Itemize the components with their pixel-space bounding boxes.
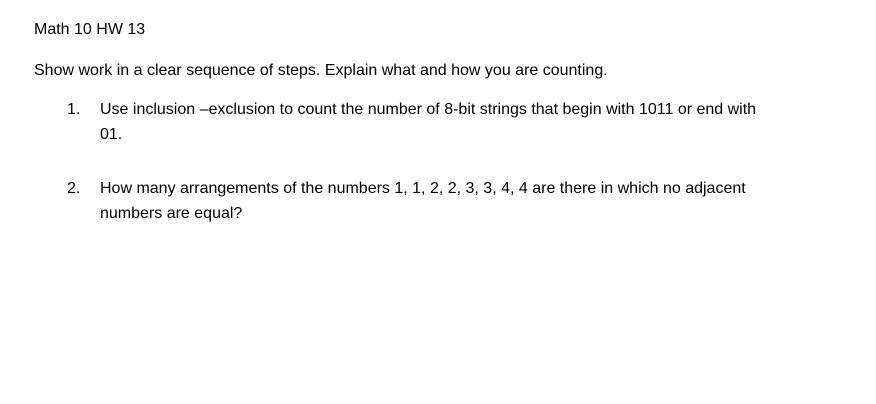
problem-text-line-1: Use inclusion –exclusion to count the number of 8-bit strings that begin with 1011 or end with — [100, 101, 757, 118]
document-title: Math 10 HW 13 — [34, 21, 146, 38]
problem-item-1 — [67, 97, 867, 147]
problem-text-line-1: How many arrangements of the numbers 1, 1, 2, 2, 3, 3, 4, 4 are there in which no adjacent — [100, 180, 746, 197]
problem-item-2 — [67, 176, 867, 226]
problem-text-line-2: 01. — [100, 126, 123, 143]
problem-number: 2. — [67, 180, 81, 197]
instructions-text: Show work in a clear sequence of steps. Explain what and how you are counting. — [34, 62, 608, 79]
problem-number: 1. — [67, 101, 81, 118]
problem-text-line-2: numbers are equal? — [100, 205, 243, 222]
